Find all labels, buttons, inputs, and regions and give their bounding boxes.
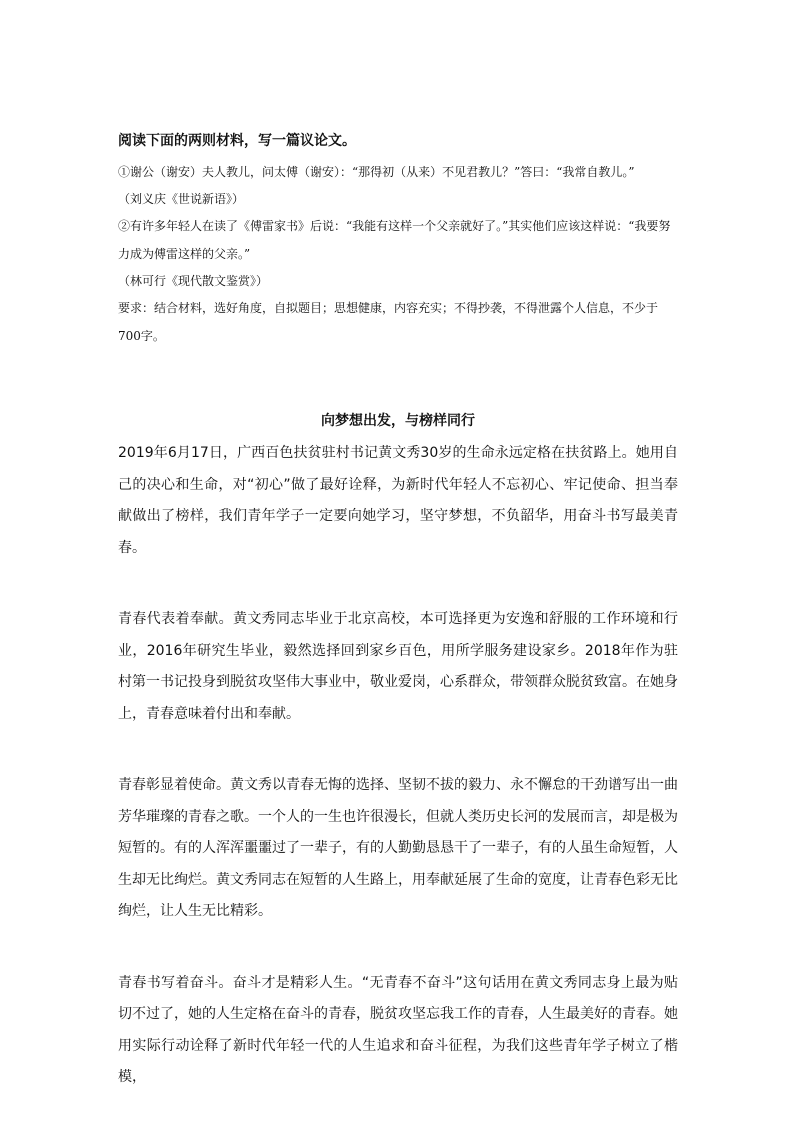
essay-paragraph: 青春彰显着使命。黄文秀以青春无悔的选择、坚韧不拔的毅力、永不懈怠的干劲谱写出一曲芳华璀璨的青春之歌。一个人的一生也许很漫长，但就人类历史长河的发展而言，却是极为短暂的。有的人浑浑噩噩过了一辈子，有的人勤勤恳恳干了一辈子，有的人虽生命短暂，人生却无比绚烂。黄文秀同志在短暂的人生路上，用奉献延展了生命的宽度，让青春色彩无比绚烂，让人生无比精彩。 [118,777,678,919]
essay-paragraph: 青春代表着奉献。黄文秀同志毕业于北京高校，本可选择更为安逸和舒服的工作环境和行业，2016年研究生毕业，毅然选择回到家乡百色，用所学服务建设家乡。2018年作为驻村第一书记投身到脱贫攻坚伟大事业中，敬业爱岗，心系群众，带领群众脱贫致富。在她身上，青春意味着付出和奉献。 [118,611,678,722]
material-2-source: （林可行《现代散文鉴赏》） [118,274,269,288]
material-1-source: （刘义庆《世说新语》） [118,192,245,206]
essay-prompt [118,132,678,350]
essay-paragraph: 2019年6月17日，广西百色扶贫驻村书记黄文秀30岁的生命永远定格在扶贫路上。她用自己的决心和生命，对“初心”做了最好诠释，为新时代年轻人不忘初心、牢记使命、担当奉献做出了榜样，我们青年学子一定要向她学习，坚守梦想，不负韶华，用奋斗书写最美青春。 [118,445,678,556]
essay-body [118,410,678,1094]
material-1: ①谢公（谢安）夫人教儿，问太傅（谢安）：“那得初（从来）不见君教儿？”答曰：“我常自教儿。” [118,165,635,179]
requirements: 要求：结合材料，选好角度，自拟题目；思想健康，内容充实；不得抄袭，不得泄露个人信息，不少于700字。 [118,301,659,343]
essay-paragraph: 青春书写着奋斗。奋斗才是精彩人生。“无青春不奋斗”这句话用在黄文秀同志身上最为贴切不过了，她的人生定格在奋斗的青春，脱贫攻坚忘我工作的青春，人生最美好的青春。她用实际行动诠释了新时代年轻一代的人生追求和奋斗征程，为我们这些青年学子树立了楷模， [118,974,678,1085]
essay-title: 向梦想出发，与榜样同行 [321,413,475,429]
prompt-title: 阅读下面的两则材料，写一篇议论文。 [118,133,356,149]
material-2: ②有许多年轻人在读了《傅雷家书》后说：“我能有这样一个父亲就好了。”其实他们应该这样说：“我要努力成为傅雷这样的父亲。” [118,219,671,261]
